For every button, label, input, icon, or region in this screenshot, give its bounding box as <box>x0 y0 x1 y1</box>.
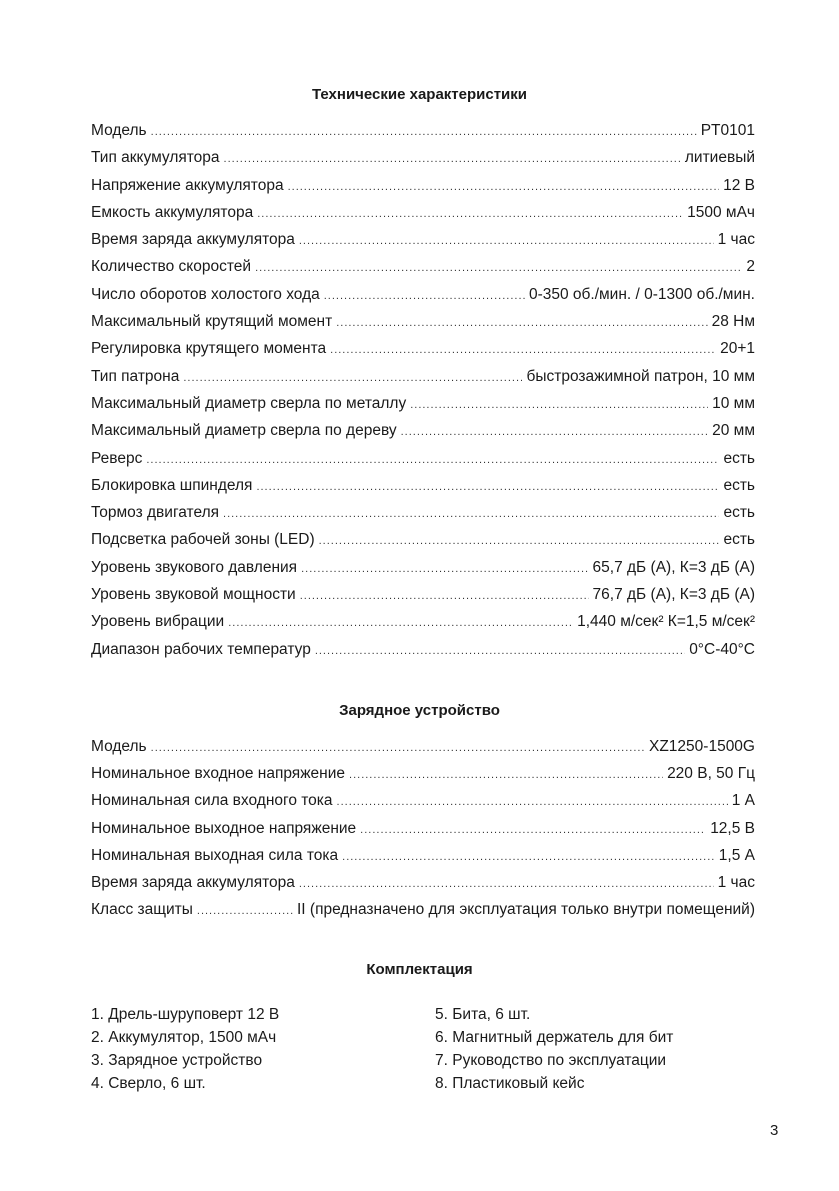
dot-leader <box>410 399 708 411</box>
spec-value: 12,5 В <box>710 819 755 837</box>
spec-label: Диапазон рабочих температур <box>91 640 311 658</box>
spec-label: Блокировка шпинделя <box>91 476 253 494</box>
spec-value: 1500 мАч <box>687 203 755 221</box>
spec-row <box>91 531 755 558</box>
spec-value: есть <box>723 504 755 522</box>
spec-label: Емкость аккумулятора <box>91 203 254 221</box>
spec-row <box>91 504 755 531</box>
spec-label: Модель <box>91 738 147 755</box>
spec-row <box>91 422 755 449</box>
kit-list-left <box>91 1006 279 1098</box>
spec-label: Тормоз двигателя <box>91 504 220 522</box>
spec-value: 1 А <box>731 792 755 810</box>
spec-value: PT0101 <box>700 122 755 139</box>
spec-label: Максимальный крутящий момент <box>91 313 333 331</box>
spec-row <box>91 204 755 231</box>
charger-title: Зарядное устройство <box>339 702 500 719</box>
spec-label: Реверс <box>91 449 143 467</box>
spec-row <box>91 792 755 819</box>
kit-item: 7. Руководство по эксплуатации <box>435 1052 667 1069</box>
spec-value: 1 час <box>717 873 755 891</box>
spec-value: 0°С-40°С <box>689 640 755 658</box>
spec-row <box>91 847 755 874</box>
kit-title: Комплектация <box>366 961 473 978</box>
spec-value: 1,5 А <box>718 846 755 864</box>
spec-value: 20+1 <box>720 340 755 358</box>
dot-leader <box>299 235 714 247</box>
spec-row <box>91 820 755 847</box>
spec-label: Номинальное входное напряжение <box>91 765 346 783</box>
spec-row <box>91 313 755 340</box>
spec-label: Регулировка крутящего момента <box>91 340 327 358</box>
spec-label: Уровень звуковой мощности <box>91 586 296 604</box>
spec-label: Время заряда аккумулятора <box>91 873 295 891</box>
dot-leader <box>255 262 742 274</box>
dot-leader <box>301 563 588 575</box>
spec-value: есть <box>723 531 755 549</box>
spec-label: Номинальное выходное напряжение <box>91 819 357 837</box>
spec-row <box>91 177 755 204</box>
spec-value: есть <box>723 476 755 494</box>
spec-row <box>91 738 755 765</box>
spec-label: Максимальный диаметр сверла по дереву <box>91 422 397 440</box>
page-number: 3 <box>770 1122 779 1139</box>
spec-value: 20 мм <box>712 422 755 440</box>
spec-label: Уровень звукового давления <box>91 558 298 576</box>
specs-table <box>91 122 755 668</box>
kit-item: 4. Сверло, 6 шт. <box>91 1075 206 1092</box>
spec-label: Максимальный диаметр сверла по металлу <box>91 394 407 412</box>
dot-leader <box>401 426 709 438</box>
spec-label: Уровень вибрации <box>91 613 225 631</box>
spec-label: Класс защиты <box>91 901 193 919</box>
spec-label: Количество скоростей <box>91 258 252 276</box>
kit-item: 1. Дрель-шуруповерт 12 В <box>91 1006 280 1023</box>
spec-value: литиевый <box>684 149 755 167</box>
spec-row <box>91 395 755 422</box>
dot-leader <box>183 372 522 384</box>
spec-value: есть <box>723 449 755 467</box>
spec-row <box>91 122 755 149</box>
spec-value: XZ1250-1500G <box>649 738 755 755</box>
spec-label: Модель <box>91 122 147 139</box>
spec-row <box>91 874 755 901</box>
spec-row <box>91 641 755 668</box>
dot-leader <box>299 878 714 890</box>
spec-label: Номинальная сила входного тока <box>91 792 333 810</box>
kit-list-right <box>435 1006 673 1098</box>
spec-label: Подсветка рабочей зоны (LED) <box>91 531 315 549</box>
spec-row <box>91 559 755 586</box>
kit-item: 5. Бита, 6 шт. <box>435 1006 531 1023</box>
spec-label: Число оборотов холостого хода <box>91 285 320 303</box>
dot-leader <box>315 645 685 657</box>
spec-label: Тип аккумулятора <box>91 149 220 167</box>
spec-row <box>91 286 755 313</box>
spec-row <box>91 477 755 504</box>
spec-label: Напряжение аккумулятора <box>91 176 284 194</box>
spec-value: 12 В <box>723 176 755 194</box>
kit-item: 3. Зарядное устройство <box>91 1052 263 1069</box>
spec-row <box>91 450 755 477</box>
dot-leader <box>151 126 697 138</box>
dot-leader <box>330 344 716 356</box>
dot-leader <box>197 905 293 917</box>
spec-row <box>91 613 755 640</box>
spec-value: II (предназначено для эксплуатация только внутри помещений) <box>297 901 755 919</box>
spec-row <box>91 586 755 613</box>
dot-leader <box>337 796 728 808</box>
dot-leader <box>349 769 663 781</box>
spec-label: Тип патрона <box>91 367 180 385</box>
dot-leader <box>146 454 719 466</box>
dot-leader <box>224 153 681 165</box>
kit-item: 2. Аккумулятор, 1500 мАч <box>91 1029 277 1046</box>
kit-item: 6. Магнитный держатель для бит <box>435 1029 674 1046</box>
dot-leader <box>256 481 719 493</box>
dot-leader <box>324 290 525 302</box>
spec-row <box>91 258 755 285</box>
spec-value: 220 В, 50 Гц <box>667 765 755 783</box>
dot-leader <box>257 208 683 220</box>
spec-value: 0-350 об./мин. / 0-1300 об./мин. <box>528 285 755 303</box>
spec-row <box>91 765 755 792</box>
dot-leader <box>151 742 645 754</box>
dot-leader <box>319 535 720 547</box>
dot-leader <box>223 508 719 520</box>
spec-row <box>91 901 755 928</box>
spec-value: 1,440 м/сек² К=1,5 м/сек² <box>577 613 755 631</box>
spec-value: 2 <box>746 258 755 276</box>
specs-title: Технические характеристики <box>311 86 528 103</box>
dot-leader <box>300 590 589 602</box>
kit-item: 8. Пластиковый кейс <box>435 1075 585 1092</box>
dot-leader <box>288 181 720 193</box>
dot-leader <box>342 851 715 863</box>
dot-leader <box>336 317 707 329</box>
spec-value: 65,7 дБ (А), К=3 дБ (А) <box>592 558 755 576</box>
spec-label: Время заряда аккумулятора <box>91 231 295 249</box>
spec-row <box>91 231 755 258</box>
spec-label: Номинальная выходная сила тока <box>91 846 339 864</box>
spec-value: 1 час <box>717 231 755 249</box>
spec-value: 28 Нм <box>711 313 755 331</box>
dot-leader <box>228 617 573 629</box>
spec-row <box>91 368 755 395</box>
spec-value: быстрозажимной патрон, 10 мм <box>526 367 755 385</box>
spec-row <box>91 149 755 176</box>
spec-value: 76,7 дБ (А), К=3 дБ (А) <box>592 586 755 604</box>
dot-leader <box>360 824 706 836</box>
charger-table <box>91 738 755 928</box>
spec-value: 10 мм <box>712 394 755 412</box>
spec-row <box>91 340 755 367</box>
